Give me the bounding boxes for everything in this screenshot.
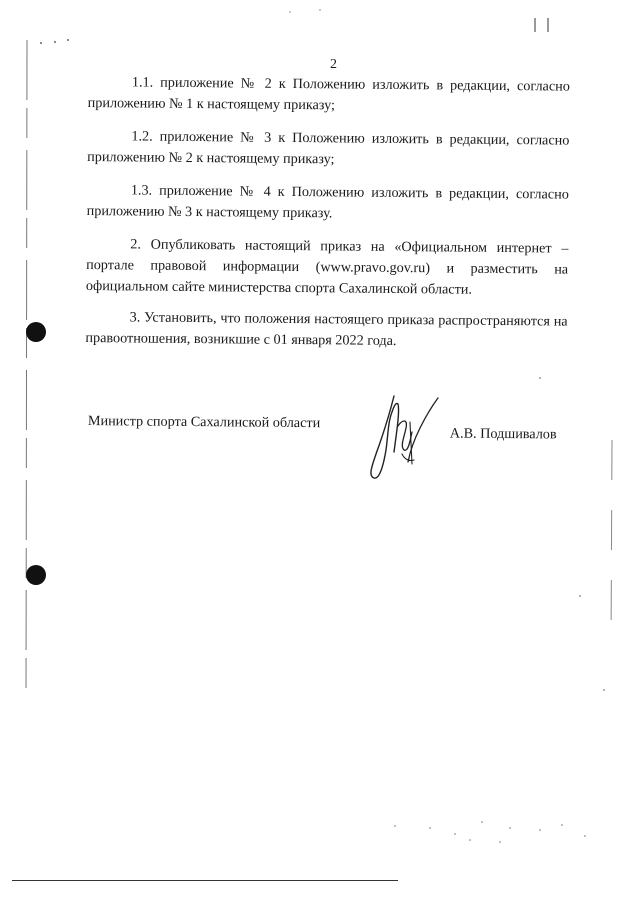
handwritten-signature (364, 392, 444, 484)
footer-rule (12, 880, 398, 881)
paragraph-1-1: 1.1. приложение № 2 к Положению изложить в редакции, согласно приложению № 1 к настоящему приказу; (87, 74, 570, 114)
paragraph-1-3: 1.3. приложение № 4 к Положению изложить в редакции, согласно приложению № 3 к настоящему приказу. (86, 182, 569, 222)
paragraph-2: 2. Опубликовать настоящий приказ на «Официальном интернет – портале правовой информации (www.pravo.gov.ru) и разместить на официальном сайте министерства спорта Сахалинской области. (85, 236, 569, 298)
punch-hole (26, 565, 46, 585)
paragraph-1-2: 1.2. приложение № 3 к Положению изложить в редакции, согласно приложению № 2 к настоящему приказу; (87, 128, 570, 168)
signature-block (87, 413, 558, 498)
document-body (85, 72, 570, 366)
punch-hole (26, 322, 46, 342)
signatory-position: Министр спорта Сахалинской области (87, 413, 321, 432)
page-number: 2 (330, 57, 337, 72)
signatory-name: А.В. Подшивалов (449, 425, 557, 443)
paragraph-3: 3. Установить, что положения настоящего приказа распространяются на правоотношения, возникшие с 01 января 2022 года. (85, 309, 568, 349)
